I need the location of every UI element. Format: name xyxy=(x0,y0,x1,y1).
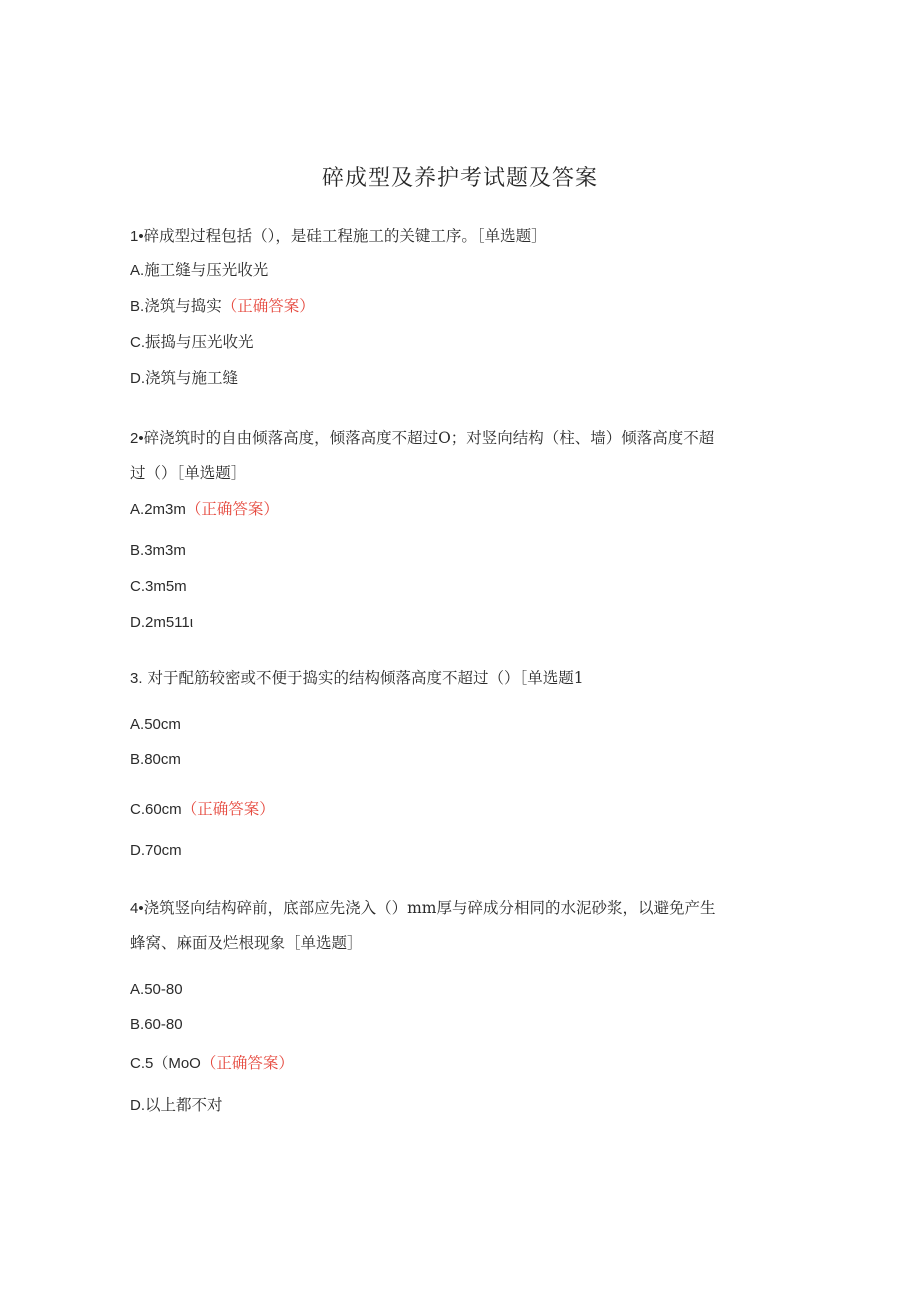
question-1-option-b xyxy=(130,295,790,318)
option-text: 振捣与压光收光 xyxy=(145,333,254,351)
option-letter: C. xyxy=(130,578,145,595)
option-text: 5（MoO xyxy=(145,1055,201,1072)
question-text: 碎浇筑时的自由倾落高度，倾落高度不超过O；对竖向结构（柱、墙）倾落高度不超 xyxy=(143,429,715,447)
correct-answer-mark: （正确答案） xyxy=(221,297,315,315)
option-text: 50-80 xyxy=(144,981,183,998)
option-text: 施工缝与压光收光 xyxy=(144,261,269,279)
option-letter: A. xyxy=(130,501,145,518)
question-1-option-a xyxy=(130,259,790,282)
option-text: 60cm xyxy=(145,801,182,818)
option-letter: A. xyxy=(130,981,145,998)
question-4-option-a xyxy=(130,978,790,1001)
option-letter: A. xyxy=(130,262,145,279)
question-1-stem xyxy=(130,225,790,248)
option-letter: D. xyxy=(130,1097,145,1114)
correct-answer-mark: （正确答案） xyxy=(181,800,275,818)
option-text: 70cm xyxy=(145,842,182,859)
question-2-option-a xyxy=(130,498,790,521)
option-letter: A. xyxy=(130,716,145,733)
option-text: 以上都不对 xyxy=(145,1096,223,1114)
question-4-option-d xyxy=(130,1094,790,1117)
question-4-option-c xyxy=(130,1052,790,1075)
option-letter: C. xyxy=(130,334,145,351)
question-text: 浇筑竖向结构碎前，底部应先浇入（）mm厚与碎成分相同的水泥砂浆，以避免产生 xyxy=(143,899,716,917)
question-3-option-d xyxy=(130,839,790,862)
document-title: 碎成型及养护考试题及答案 xyxy=(321,166,598,191)
option-letter: B. xyxy=(130,298,145,315)
question-number: 4• xyxy=(130,900,144,917)
question-2-option-d xyxy=(130,611,790,634)
option-letter: D. xyxy=(130,842,145,859)
question-3-option-b xyxy=(130,748,790,771)
option-letter: D. xyxy=(130,614,145,631)
question-text: 碎成型过程包括（），是硅工程施工的关键工序。［单选题］ xyxy=(143,227,547,245)
question-3-option-c xyxy=(130,798,790,821)
correct-answer-mark: （正确答案） xyxy=(185,500,279,518)
option-text: 2m3m xyxy=(144,501,186,518)
question-4-stem-continued xyxy=(130,932,790,954)
option-letter: B. xyxy=(130,1016,145,1033)
option-text: 浇筑与施工缝 xyxy=(145,369,239,387)
question-text: 对于配筋较密或不便于捣实的结构倾落高度不超过（）［单选题1 xyxy=(147,669,584,687)
option-text: 3m5m xyxy=(145,578,187,595)
question-2-option-c xyxy=(130,575,790,598)
option-text: 2m511ι xyxy=(145,614,194,631)
option-text: 60-80 xyxy=(144,1016,183,1033)
option-letter: C. xyxy=(130,1055,145,1072)
question-2-option-b xyxy=(130,539,790,562)
option-text: 50cm xyxy=(144,716,181,733)
question-2-stem xyxy=(130,427,790,450)
question-2-stem-continued xyxy=(130,462,790,484)
question-3-stem xyxy=(130,667,790,690)
question-number: 1• xyxy=(130,228,144,245)
option-text: 浇筑与捣实 xyxy=(144,297,222,315)
option-letter: D. xyxy=(130,370,145,387)
question-1-option-c xyxy=(130,331,790,354)
question-3-option-a xyxy=(130,713,790,736)
question-4-stem xyxy=(130,897,790,920)
option-letter: C. xyxy=(130,801,145,818)
option-text: 80cm xyxy=(144,751,181,768)
question-text: 过（）［单选题］ xyxy=(130,464,247,482)
question-text: 蜂窝、麻面及烂根现象［单选题］ xyxy=(130,934,363,952)
correct-answer-mark: （正确答案） xyxy=(200,1054,294,1072)
option-text: 3m3m xyxy=(144,542,186,559)
question-number: 3. xyxy=(130,670,143,687)
option-letter: B. xyxy=(130,751,145,768)
question-4-option-b xyxy=(130,1013,790,1036)
option-letter: B. xyxy=(130,542,145,559)
question-number: 2• xyxy=(130,430,144,447)
question-1-option-d xyxy=(130,367,790,390)
